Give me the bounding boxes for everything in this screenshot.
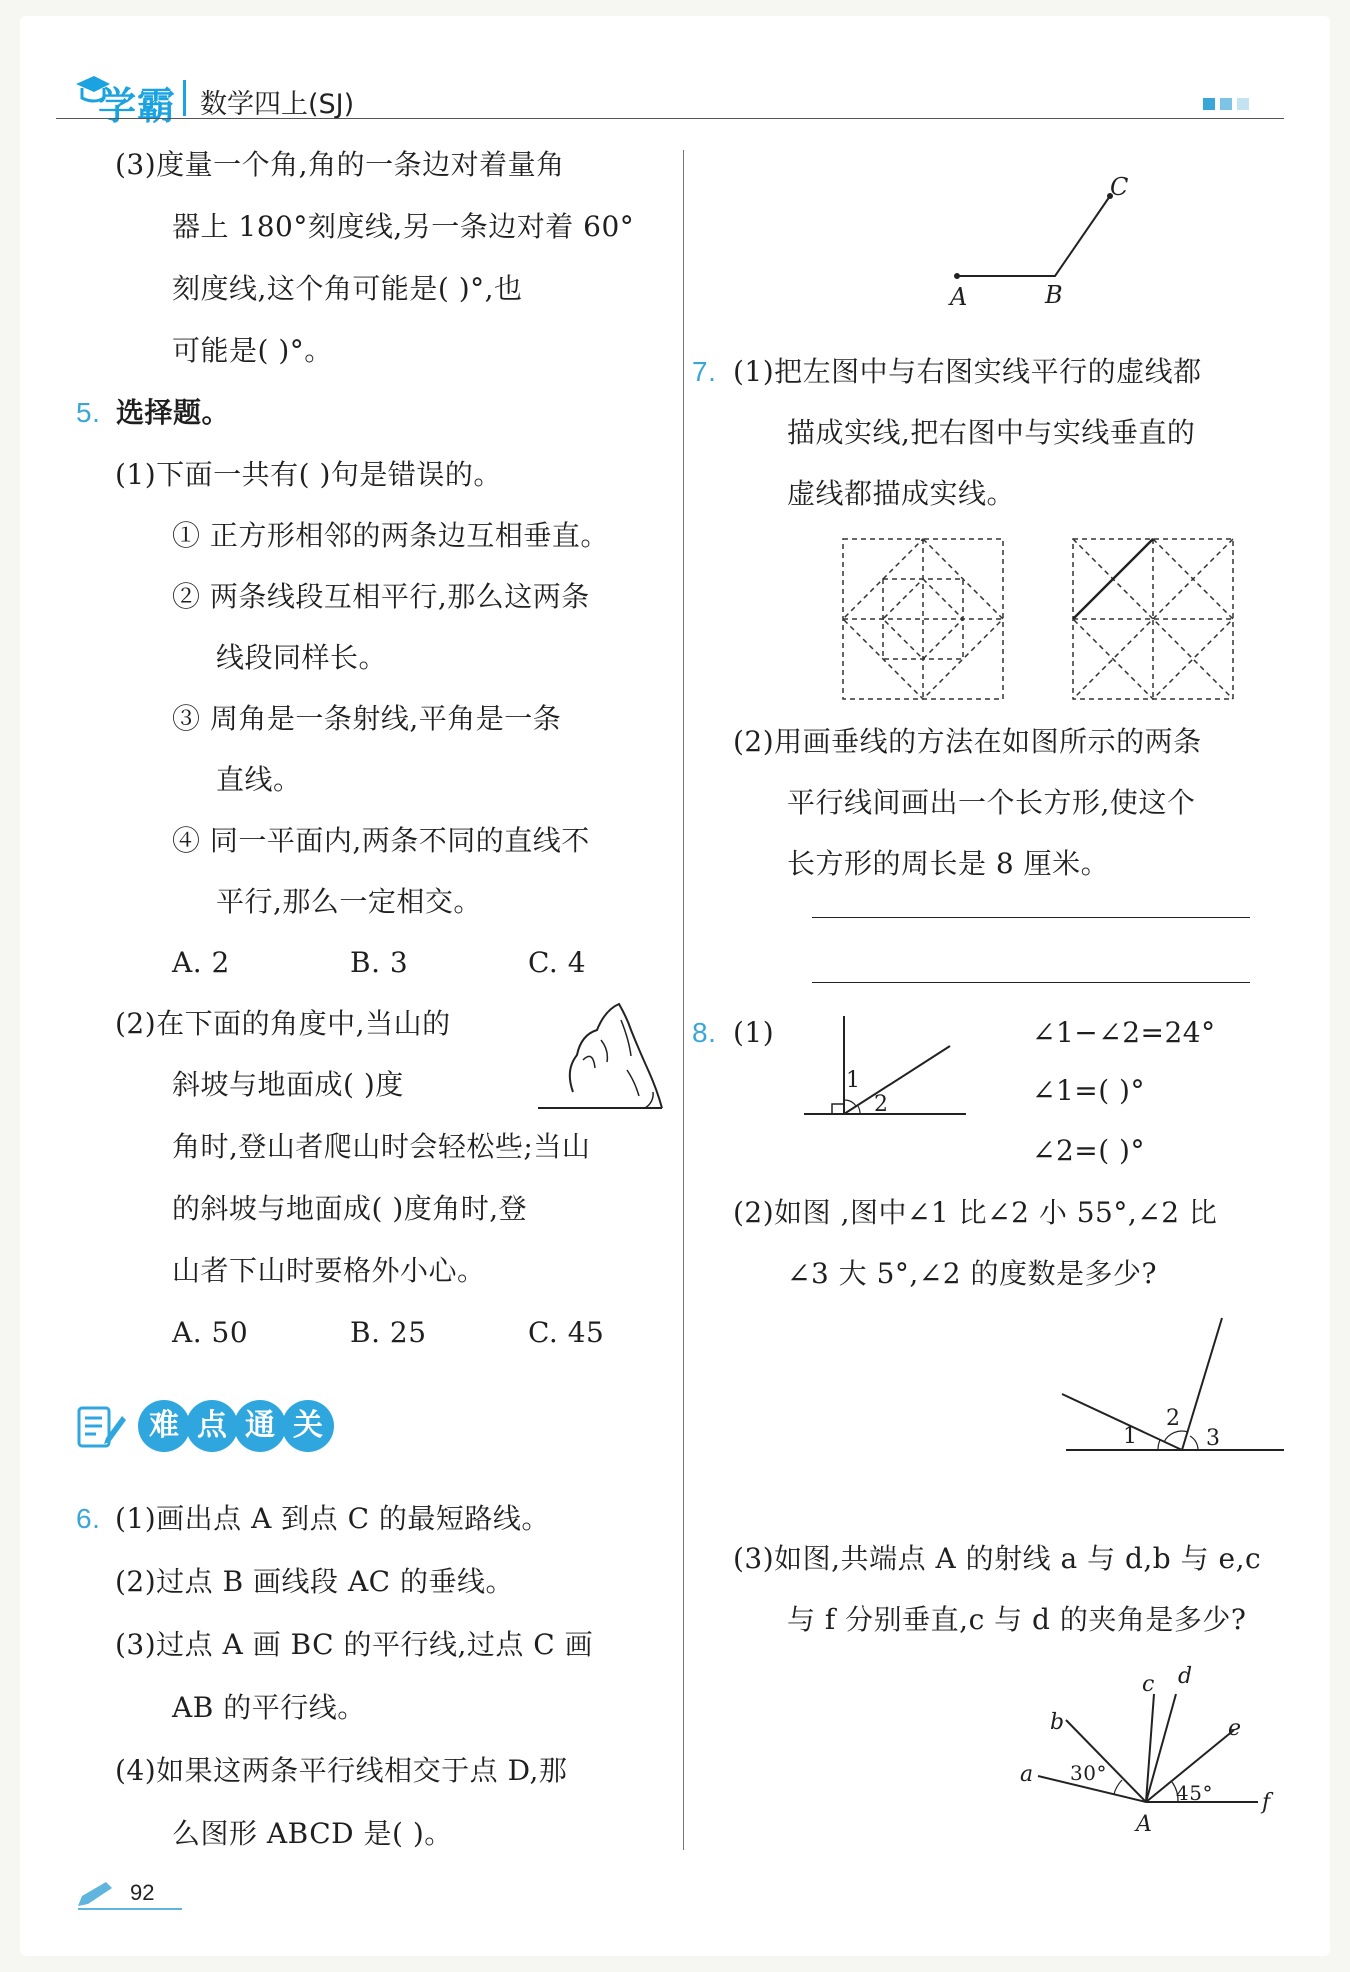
choice-b: B. 3 [350,946,409,979]
parallel-line-top [812,917,1250,918]
point-label-b: B [1045,281,1064,309]
section-char: 通 [234,1400,286,1452]
angle-abc-figure [945,180,1125,300]
q5-1-option4b: 平行,那么一定相交。 [216,885,482,918]
q6-line1: (1)画出点 A 到点 C 的最短路线。 [115,1502,550,1535]
question-number-7: 7. [692,356,717,387]
page-number-rule [78,1908,182,1910]
choice-c: C. 4 [528,946,587,979]
q4-3-line1: (3)度量一个角,角的一条边对着量角 [115,148,565,181]
q5-1-option3a: ③ 周角是一条射线,平角是一条 [172,702,562,735]
q8-1-equation3: ∠2=( )° [1032,1134,1145,1167]
q5-title: 选择题。 [116,396,231,429]
angle-label-2: 2 [874,1092,889,1117]
section-char: 点 [186,1400,238,1452]
q8-1-equation2: ∠1=( )° [1032,1074,1145,1107]
q5-1-option1: ① 正方形相邻的两条边互相垂直。 [172,519,609,552]
q7-line6: 长方形的周长是 8 厘米。 [787,847,1110,880]
ray-label-a: a [1020,1762,1034,1787]
angle-label-1: 1 [846,1068,861,1093]
q6-line3b: AB 的平行线。 [172,1691,366,1724]
point-label-c: C [1110,173,1129,201]
q7-line1: (1)把左图中与右图实线平行的虚线都 [733,355,1202,388]
header-separator [183,80,186,116]
choice-c: C. 45 [528,1316,605,1349]
dashed-grid-left-figure [842,538,1006,702]
q8-2-line1: (2)如图 ,图中∠1 比∠2 小 55°,∠2 比 [733,1196,1218,1229]
q5-1-option2a: ② 两条线段互相平行,那么这两条 [172,580,590,613]
q6-line3a: (3)过点 A 画 BC 的平行线,过点 C 画 [115,1628,594,1661]
header-rule [56,118,1284,119]
dashed-grid-right-figure [1072,538,1236,702]
angle-label-2: 2 [1166,1406,1181,1431]
three-angles-figure [1060,1312,1290,1462]
ray-label-d: d [1178,1664,1193,1689]
ray-label-b: b [1050,1710,1065,1735]
angle-label-1: 1 [1123,1424,1138,1449]
question-number-5: 5. [76,397,101,428]
column-divider [683,150,684,1850]
q8-3-line2: 与 f 分别垂直,c 与 d 的夹角是多少? [787,1603,1247,1636]
q5-1-stem: (1)下面一共有( )句是错误的。 [115,458,502,491]
q4-3-line3: 刻度线,这个角可能是( )°,也 [172,272,523,305]
page-number: 92 [130,1880,155,1905]
ray-label-c: c [1142,1672,1155,1697]
mountain-slope-figure [535,1000,665,1120]
q5-2-line2: 斜坡与地面成( )度 [172,1068,404,1101]
page-sheet [20,16,1330,1956]
q6-line2: (2)过点 B 画线段 AC 的垂线。 [115,1565,514,1598]
parallel-line-bottom [812,982,1250,983]
choice-b: B. 25 [350,1316,427,1349]
q8-3-line1: (3)如图,共端点 A 的射线 a 与 d,b 与 e,c [733,1542,1262,1575]
q7-line3: 虚线都描成实线。 [787,477,1016,510]
q8-1-equation1: ∠1−∠2=24° [1032,1016,1216,1049]
q5-1-option2b: 线段同样长。 [216,641,388,674]
question-number-6: 6. [76,1503,101,1534]
q4-3-line2: 器上 180°刻度线,另一条边对着 60° [172,210,635,243]
brand-logo: 学霸 [98,84,177,128]
ray-label-e: e [1228,1716,1242,1741]
choice-a: A. 2 [172,946,230,979]
q5-1-option4a: ④ 同一平面内,两条不同的直线不 [172,824,590,857]
q5-2-line4: 的斜坡与地面成( )度角时,登 [172,1192,528,1225]
decor-square [1203,98,1215,110]
angle-label-3: 3 [1206,1426,1221,1451]
q5-2-line5: 山者下山时要格外小心。 [172,1254,486,1287]
decor-square [1220,98,1232,110]
q5-2-line1: (2)在下面的角度中,当山的 [115,1007,451,1040]
book-title: 数学四上(SJ) [200,89,355,120]
point-label-a: A [950,283,968,311]
choice-a: A. 50 [172,1316,249,1349]
q5-2-line3: 角时,登山者爬山时会轻松些;当山 [172,1130,591,1163]
q5-1-option3b: 直线。 [216,763,302,796]
ray-label-f: f [1262,1790,1271,1815]
question-number-8: 8. [692,1017,717,1048]
notebook-pencil-icon [76,1404,126,1452]
section-char: 难 [138,1400,190,1452]
q7-line5: 平行线间画出一个长方形,使这个 [787,786,1196,819]
pencil-icon [76,1880,116,1910]
q6-line4a: (4)如果这两条平行线相交于点 D,那 [115,1754,568,1787]
angle-label-45: 45° [1176,1781,1213,1805]
q8-2-line2: ∠3 大 5°,∠2 的度数是多少? [787,1257,1157,1290]
decor-square [1237,98,1249,110]
q8-1-label: (1) [733,1016,775,1049]
angle-label-30: 30° [1070,1761,1107,1785]
q7-line2: 描成实线,把右图中与实线垂直的 [787,416,1196,449]
vertex-label-a: A [1136,1812,1153,1837]
q7-line4: (2)用画垂线的方法在如图所示的两条 [733,725,1202,758]
q4-3-line4: 可能是( )°。 [172,334,333,367]
q6-line4b: 么图形 ABCD 是( )。 [172,1817,453,1850]
section-char: 关 [282,1400,334,1452]
